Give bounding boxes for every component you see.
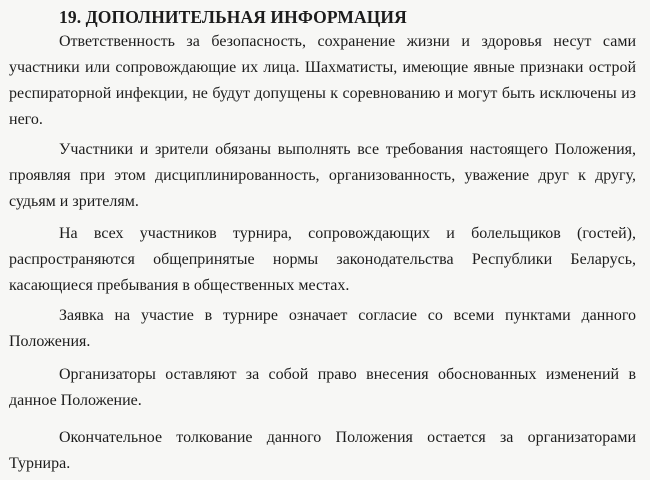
section-heading: 19. ДОПОЛНИТЕЛЬНАЯ ИНФОРМАЦИЯ (59, 7, 407, 27)
paragraph-final-interpretation: Окончательное толкование данного Положения остается за организаторами Турнира. (9, 429, 636, 472)
paragraph-safety-responsibility: Ответственность за безопасность, сохранение жизни и здоровья несут сами участники или сопровождающие их лица. Шахматисты, имеющие явные признаки острой респираторной инфекции, не будут допущены к соревнованию и могут быть исключены из него. (9, 33, 636, 128)
paragraph-organizer-changes: Организаторы оставляют за собой право внесения обоснованных изменений в данное Положение. (9, 366, 636, 409)
paragraph-legislation: На всех участников турнира, сопровождающих и болельщиков (гостей), распространяются общепринятые нормы законодательства Республики Беларусь, касающиеся пребывания в общественных местах. (9, 225, 636, 294)
paragraph-application-consent: Заявка на участие в турнире означает согласие со всеми пунктами данного Положения. (9, 307, 636, 350)
paragraph-conduct-requirements: Участники и зрители обязаны выполнять все требования настоящего Положения, проявляя при этом дисциплинированность, организованность, уважение друг к другу, судьям и зрителям. (9, 141, 636, 210)
